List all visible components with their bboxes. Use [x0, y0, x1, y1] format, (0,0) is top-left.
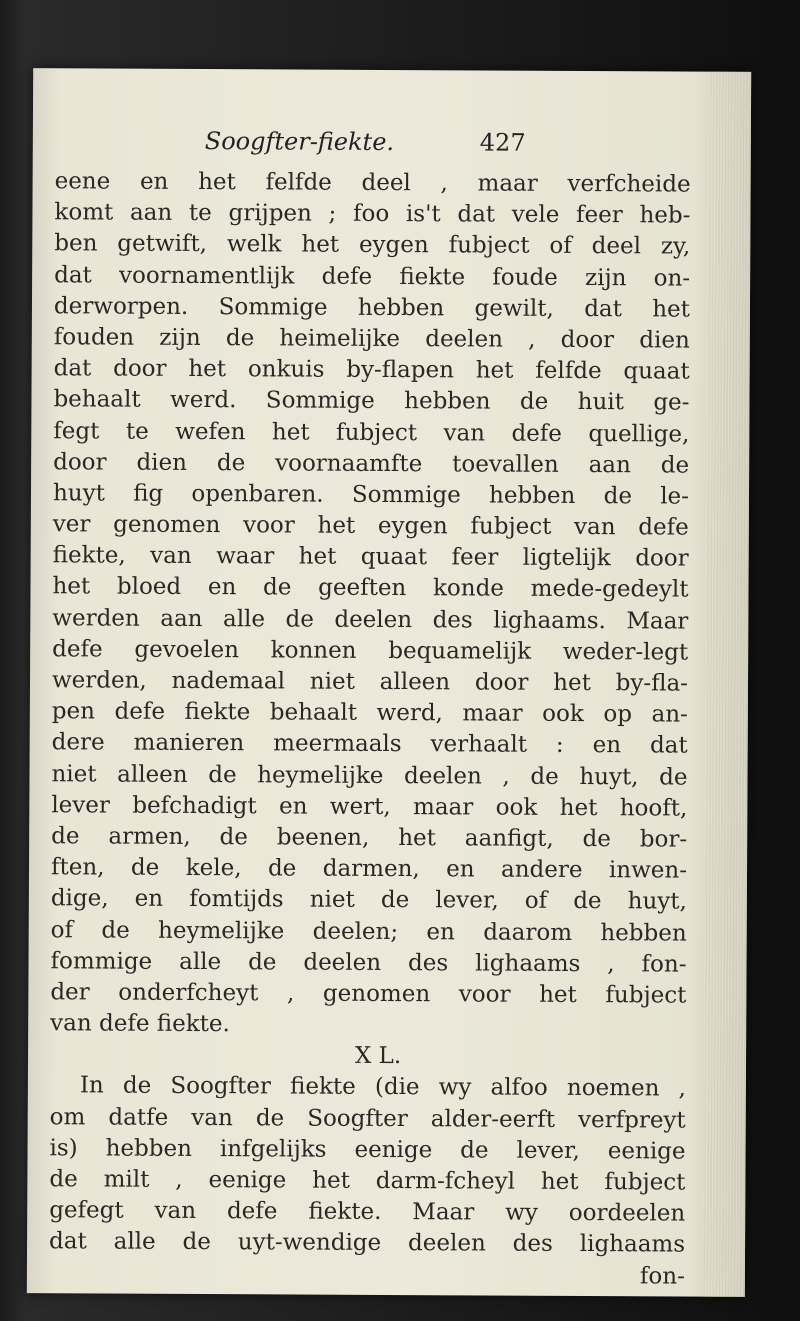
paragraph-section [49, 1071, 686, 1261]
text-line: derworpen. Sommige hebben gewilt, dat het [53, 292, 691, 323]
book-page [27, 68, 751, 1297]
text-line: ften, de kele, de darmen, en andere inwen- [50, 854, 688, 884]
text-line: de armen, de beenen, het aanfigt, de bor- [51, 823, 688, 853]
text-line: dat voornamentlijk defe fiekte foude zijn on- [54, 261, 691, 292]
text-line: niet alleen de heymelijke deelen , de huyt, de [51, 760, 688, 791]
text-line: dere manieren meermaals verhaalt : en dat [51, 729, 688, 759]
running-head [55, 126, 691, 169]
text-line: dat door het onkuis by-flapen het felfde quaat [53, 355, 690, 385]
text-line: van defe fiekte. [50, 1010, 230, 1038]
text-line: behaalt werd. Sommige hebben de huit ge- [53, 386, 690, 416]
text-line: ver genomen voor het eygen fubject van defe [52, 511, 689, 541]
paragraph-main [50, 166, 691, 1043]
text-line: ben getwift, welk het eygen fubject of deel zy, [54, 230, 691, 260]
text-line: komt aan te grijpen ; foo is't dat vele feer heb- [54, 199, 691, 229]
text-line: om datfe van de Soogfter alder-eerft verfpreyt [49, 1103, 686, 1134]
text-line: gefegt van defe fiekte. Maar wy oordeelen [49, 1197, 686, 1227]
header-title: Soogfter-fiekte. [204, 127, 395, 157]
section-heading: X L. [354, 1043, 402, 1070]
text-line: de milt , eenige het darm-fcheyl het fubject [49, 1166, 686, 1196]
text-line: of de heymelijke deelen; en daarom hebben [50, 916, 687, 947]
text-line: pen defe fiekte behaalt werd, maar ook op an- [51, 698, 688, 728]
text-line: is) hebben infgelijks eenige de lever, eenige [49, 1135, 686, 1165]
text-line: werden aan alle de deelen des lighaams. Maar [52, 604, 689, 635]
page-number: 427 [479, 128, 526, 157]
text-line: door dien de voornaamfte toevallen aan de [53, 448, 690, 479]
text-line: fouden zijn de heimelijke deelen , door dien [53, 324, 690, 354]
page-edge [703, 72, 751, 1297]
text-line: der onderfcheyt , genomen voor het fubject [50, 979, 687, 1009]
text-line: werden, nademaal niet alleen door het by-fla- [51, 667, 689, 697]
text-line: fiekte, van waar het quaat feer ligtelijk door [52, 542, 689, 572]
text-line: fommige alle de deelen des lighaams , fon- [50, 947, 687, 978]
text-line: eene en het felfde deel , maar verfcheide [54, 168, 691, 198]
catchword: fon- [639, 1262, 685, 1290]
text-line: dat alle de uyt-wendige deelen des lighaams [48, 1228, 686, 1258]
text-line: fegt te wefen het fubject van defe quellige, [53, 417, 690, 448]
text-line: huyt fig openbaren. Sommige hebben de le- [52, 480, 690, 510]
text-line: dige, en fomtijds niet de lever, of de huyt, [50, 885, 687, 915]
text-line: defe gevoelen konnen bequamelijk weder-legt [52, 636, 689, 666]
text-line: lever befchadigt en wert, maar ook het hooft, [51, 791, 688, 822]
text-line: In de Soogfter fiekte (die wy alfoo noemen , [79, 1072, 686, 1102]
text-block [49, 126, 691, 1292]
text-line: het bloed en de geeften konde mede-gedeylt [52, 573, 689, 604]
